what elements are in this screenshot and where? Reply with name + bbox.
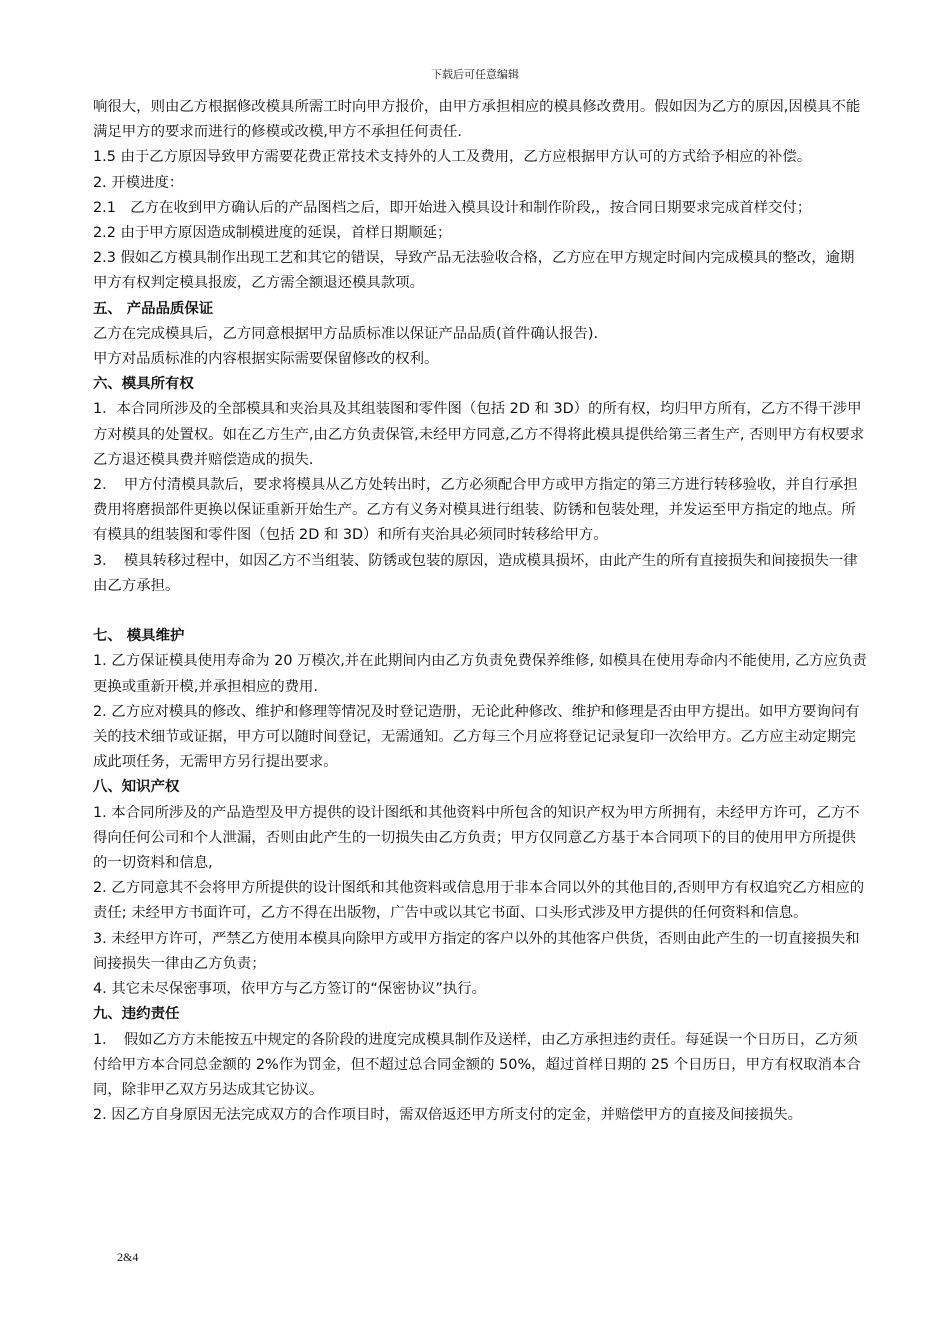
paragraph: 2. 因乙方自身原因无法完成双方的合作项目时，需双倍返还甲方所支付的定金，并赔偿甲方的直接及间接损失。 (93, 1107, 803, 1124)
section-heading: 八、知识产权 (93, 779, 180, 796)
paragraph: 1. 本合同所涉及的产品造型及甲方提供的设计图纸和其他资料中所包含的知识产权为甲方所拥有，未经甲方许可，乙方不得向任何公司和个人泄漏，否则由此产生的一切损失由乙方负责；甲方仅同意乙方基于本合同项下的目的使用甲方所提供的一切资料和信息, (93, 804, 860, 872)
paragraph: 1． 假如乙方方未能按五中规定的各阶段的进度完成模具制作及送样，由乙方承担违约责任。每延误一个日历日，乙方须付给甲方本合同总金额的 2%作为罚金，但不超过总合同金额的 50%，超过首样日期的 25 个日历日，甲方有权取消本合同，除非甲乙双方另达成其它协议。 (93, 1031, 861, 1098)
paragraph: 2. 乙方同意其不会将甲方所提供的设计图纸和其他资料或信息用于非本合同以外的其他目的,否则甲方有权追究乙方相应的责任; 未经甲方书面许可，乙方不得在出版物，广告中或以其它书面、口头形式涉及甲方提供的任何资料和信息。 (93, 880, 865, 922)
paragraph: 3． 模具转移过程中，如因乙方不当组装、防锈或包装的原因，造成模具损坏，由此产生的所有直接损失和间接损失一律由乙方承担。 (93, 552, 858, 594)
blank-line (93, 599, 868, 624)
paragraph: 乙方在完成模具后，乙方同意根据甲方品质标准以保证产品品质(首件确认报告). (93, 325, 599, 342)
paragraph: 3. 未经甲方许可，严禁乙方使用本模具向除甲方或甲方指定的客户以外的其他客户供货，否则由此产生的一切直接损失和间接损失一律由乙方负责； (93, 930, 860, 972)
paragraph: 2.3 假如乙方模具制作出现工艺和其它的错误，导致产品无法验收合格，乙方应在甲方规定时间内完成模具的整改，逾期甲方有权判定模具报废，乙方需全额退还模具款项。 (93, 250, 855, 292)
paragraph: 2.2 由于甲方原因造成制模进度的延误，首样日期顺延； (93, 225, 452, 242)
page-header: 下载后可任意编辑 (431, 68, 519, 81)
paragraph: 2. 开模进度： (93, 174, 184, 191)
paragraph: 2. 乙方应对模具的修改、维护和修理等情况及时登记造册，无论此种修改、维护和修理是否由甲方提出。如甲方要询问有关的技术细节或证据，甲方可以随时间登记，无需通知。乙方每三个月应将登记记录复印一次给甲方。乙方应主动定期完成此项任务，无需甲方另行提出要求。 (93, 703, 860, 771)
section-heading: 五、 产品品质保证 (93, 300, 214, 317)
paragraph: 1．本合同所涉及的全部模具和夹治具及其组装图和零件图（包括 2D 和 3D）的所有权，均归甲方所有，乙方不得干涉甲方对模具的处置权。如在乙方生产,由乙方负责保管,未经甲方同意,乙方不得将此模具提供给第三者生产, 否则甲方有权要求乙方退还模具费并赔偿造成的损失. (93, 401, 865, 468)
section-heading: 七、 模具维护 (93, 628, 185, 645)
paragraph: 2． 甲方付清模具款后，要求将模具从乙方处转出时，乙方必须配合甲方或甲方指定的第三方进行转移验收，并自行承担费用将磨损部件更换以保证重新开始生产。乙方有义务对模具进行组装、防锈和包装处理，并发运至甲方指定的地点。所有模具的组装图和零件图（包括 2D 和 3D）和所有夹治具必须同时转移给甲方。 (93, 477, 858, 544)
paragraph: 1. 乙方保证模具使用寿命为 20 万模次,并在此期间内由乙方负责免费保养维修, 如模具在使用寿命内不能使用, 乙方应负责更换或重新开模,并承担相应的费用. (93, 653, 867, 695)
paragraph: 响很大，则由乙方根据修改模具所需工时向甲方报价，由甲方承担相应的模具修改费用。假如因为乙方的原因,因模具不能满足甲方的要求而进行的修模或改模,甲方不承担任何责任. (93, 99, 861, 141)
paragraph: 2.1 乙方在收到甲方确认后的产品图档之后，即开始进入模具设计和制作阶段,，按合同日期要求完成首样交付； (93, 199, 812, 216)
paragraph: 甲方对品质标准的内容根据实际需要保留修改的权利。 (93, 351, 439, 368)
document-body (93, 95, 868, 1128)
section-heading: 六、模具所有权 (93, 376, 194, 393)
paragraph: 1.5 由于乙方原因导致甲方需要花费正常技术支持外的人工及费用，乙方应根据甲方认可的方式给予相应的补偿。 (93, 149, 812, 166)
section-heading: 九、违约责任 (93, 1006, 180, 1023)
paragraph: 4. 其它未尽保密事项，依甲方与乙方签订的“保密协议”执行。 (93, 981, 486, 998)
page-number: 2&4 (117, 1250, 139, 1264)
